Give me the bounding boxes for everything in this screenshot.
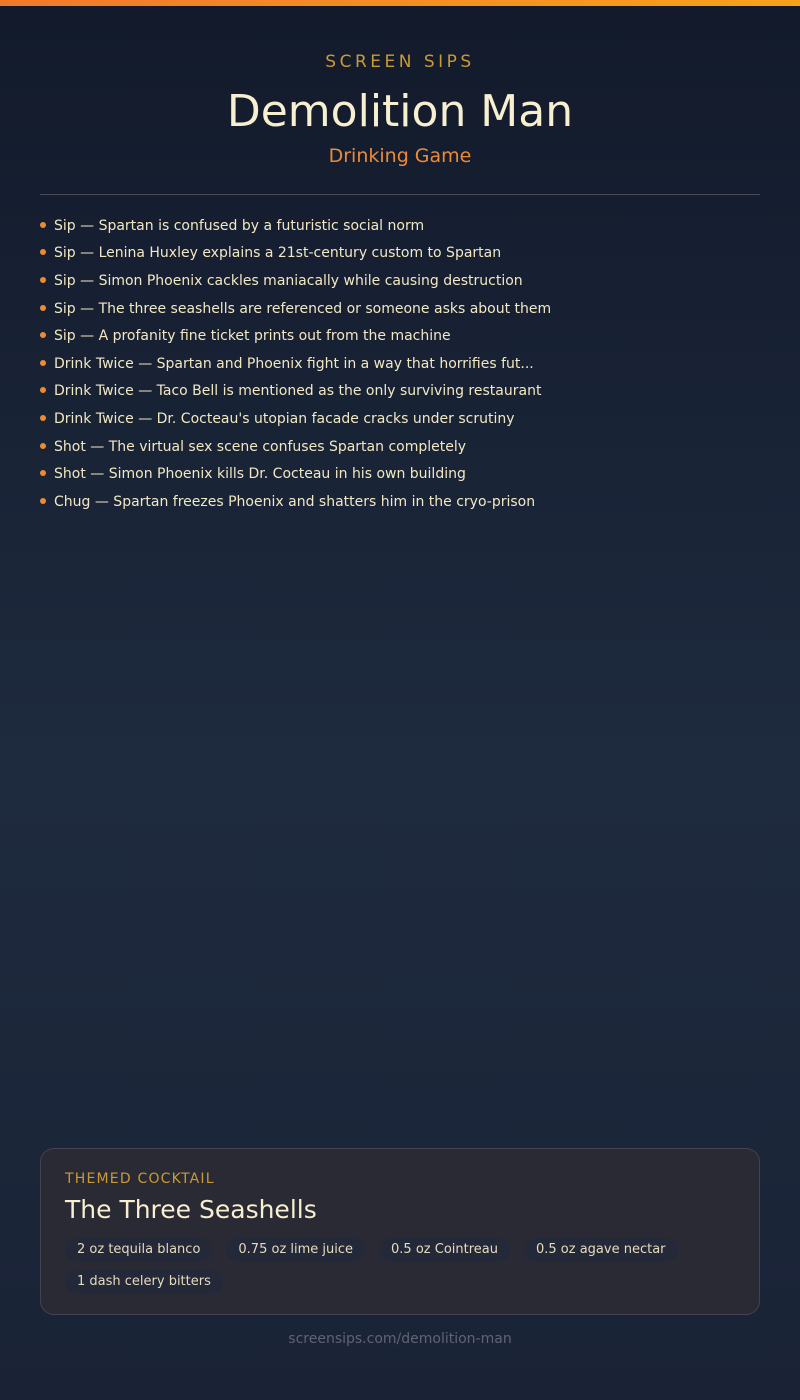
rule-text: Drink Twice — Dr. Cocteau's utopian facade cracks under scrutiny — [54, 410, 515, 427]
rule-text: Drink Twice — Spartan and Phoenix fight in a way that horrifies fut... — [54, 355, 534, 372]
ingredient-chip: 0.5 oz Cointreau — [379, 1238, 510, 1262]
rule-item — [40, 405, 760, 433]
rule-item — [40, 460, 760, 488]
ingredient-chip: 0.5 oz agave nectar — [524, 1238, 678, 1262]
bullet-icon — [40, 249, 46, 255]
bullet-icon — [40, 332, 46, 338]
ingredient-chip: 1 dash celery bitters — [65, 1270, 223, 1294]
bullet-icon — [40, 498, 46, 504]
cocktail-label: THEMED COCKTAIL — [65, 1171, 215, 1187]
ingredient-chip: 0.75 oz lime juice — [226, 1238, 365, 1262]
rule-item — [40, 212, 760, 240]
bullet-icon — [40, 387, 46, 393]
rule-item — [40, 488, 760, 516]
rule-item — [40, 322, 760, 350]
rule-text: Chug — Spartan freezes Phoenix and shatters him in the cryo-prison — [54, 493, 536, 510]
brand-label: SCREEN SIPS — [325, 52, 475, 72]
footer-url: screensips.com/demolition-man — [288, 1331, 512, 1347]
rules-list — [40, 212, 760, 516]
bullet-icon — [40, 470, 46, 476]
rule-item — [40, 267, 760, 295]
bullet-icon — [40, 305, 46, 311]
bullet-icon — [40, 415, 46, 421]
bullet-icon — [40, 360, 46, 366]
rule-item — [40, 433, 760, 461]
rule-item — [40, 295, 760, 323]
rule-text: Sip — Lenina Huxley explains a 21st-century custom to Spartan — [54, 245, 502, 262]
rule-item — [40, 350, 760, 378]
top-accent-bar — [0, 0, 800, 6]
page-subtitle: Drinking Game — [328, 145, 472, 167]
rule-text: Sip — Simon Phoenix cackles maniacally while causing destruction — [54, 272, 523, 289]
cocktail-card — [40, 1148, 760, 1315]
rule-text: Shot — The virtual sex scene confuses Spartan completely — [54, 438, 467, 455]
rule-item — [40, 378, 760, 406]
rule-item — [40, 240, 760, 268]
rule-text: Sip — The three seashells are referenced or someone asks about them — [54, 300, 552, 317]
rule-text: Sip — Spartan is confused by a futuristic social norm — [54, 217, 425, 234]
cocktail-name: The Three Seashells — [65, 1195, 317, 1224]
rule-text: Shot — Simon Phoenix kills Dr. Cocteau in his own building — [54, 466, 466, 483]
ingredient-chip: 2 oz tequila blanco — [65, 1238, 212, 1262]
bullet-icon — [40, 443, 46, 449]
rule-text: Sip — A profanity fine ticket prints out from the machine — [54, 328, 451, 345]
rule-text: Drink Twice — Taco Bell is mentioned as the only surviving restaurant — [54, 383, 542, 400]
ingredient-list — [65, 1238, 737, 1294]
bullet-icon — [40, 222, 46, 228]
page-title: Demolition Man — [226, 86, 574, 137]
divider — [40, 194, 760, 195]
bullet-icon — [40, 277, 46, 283]
